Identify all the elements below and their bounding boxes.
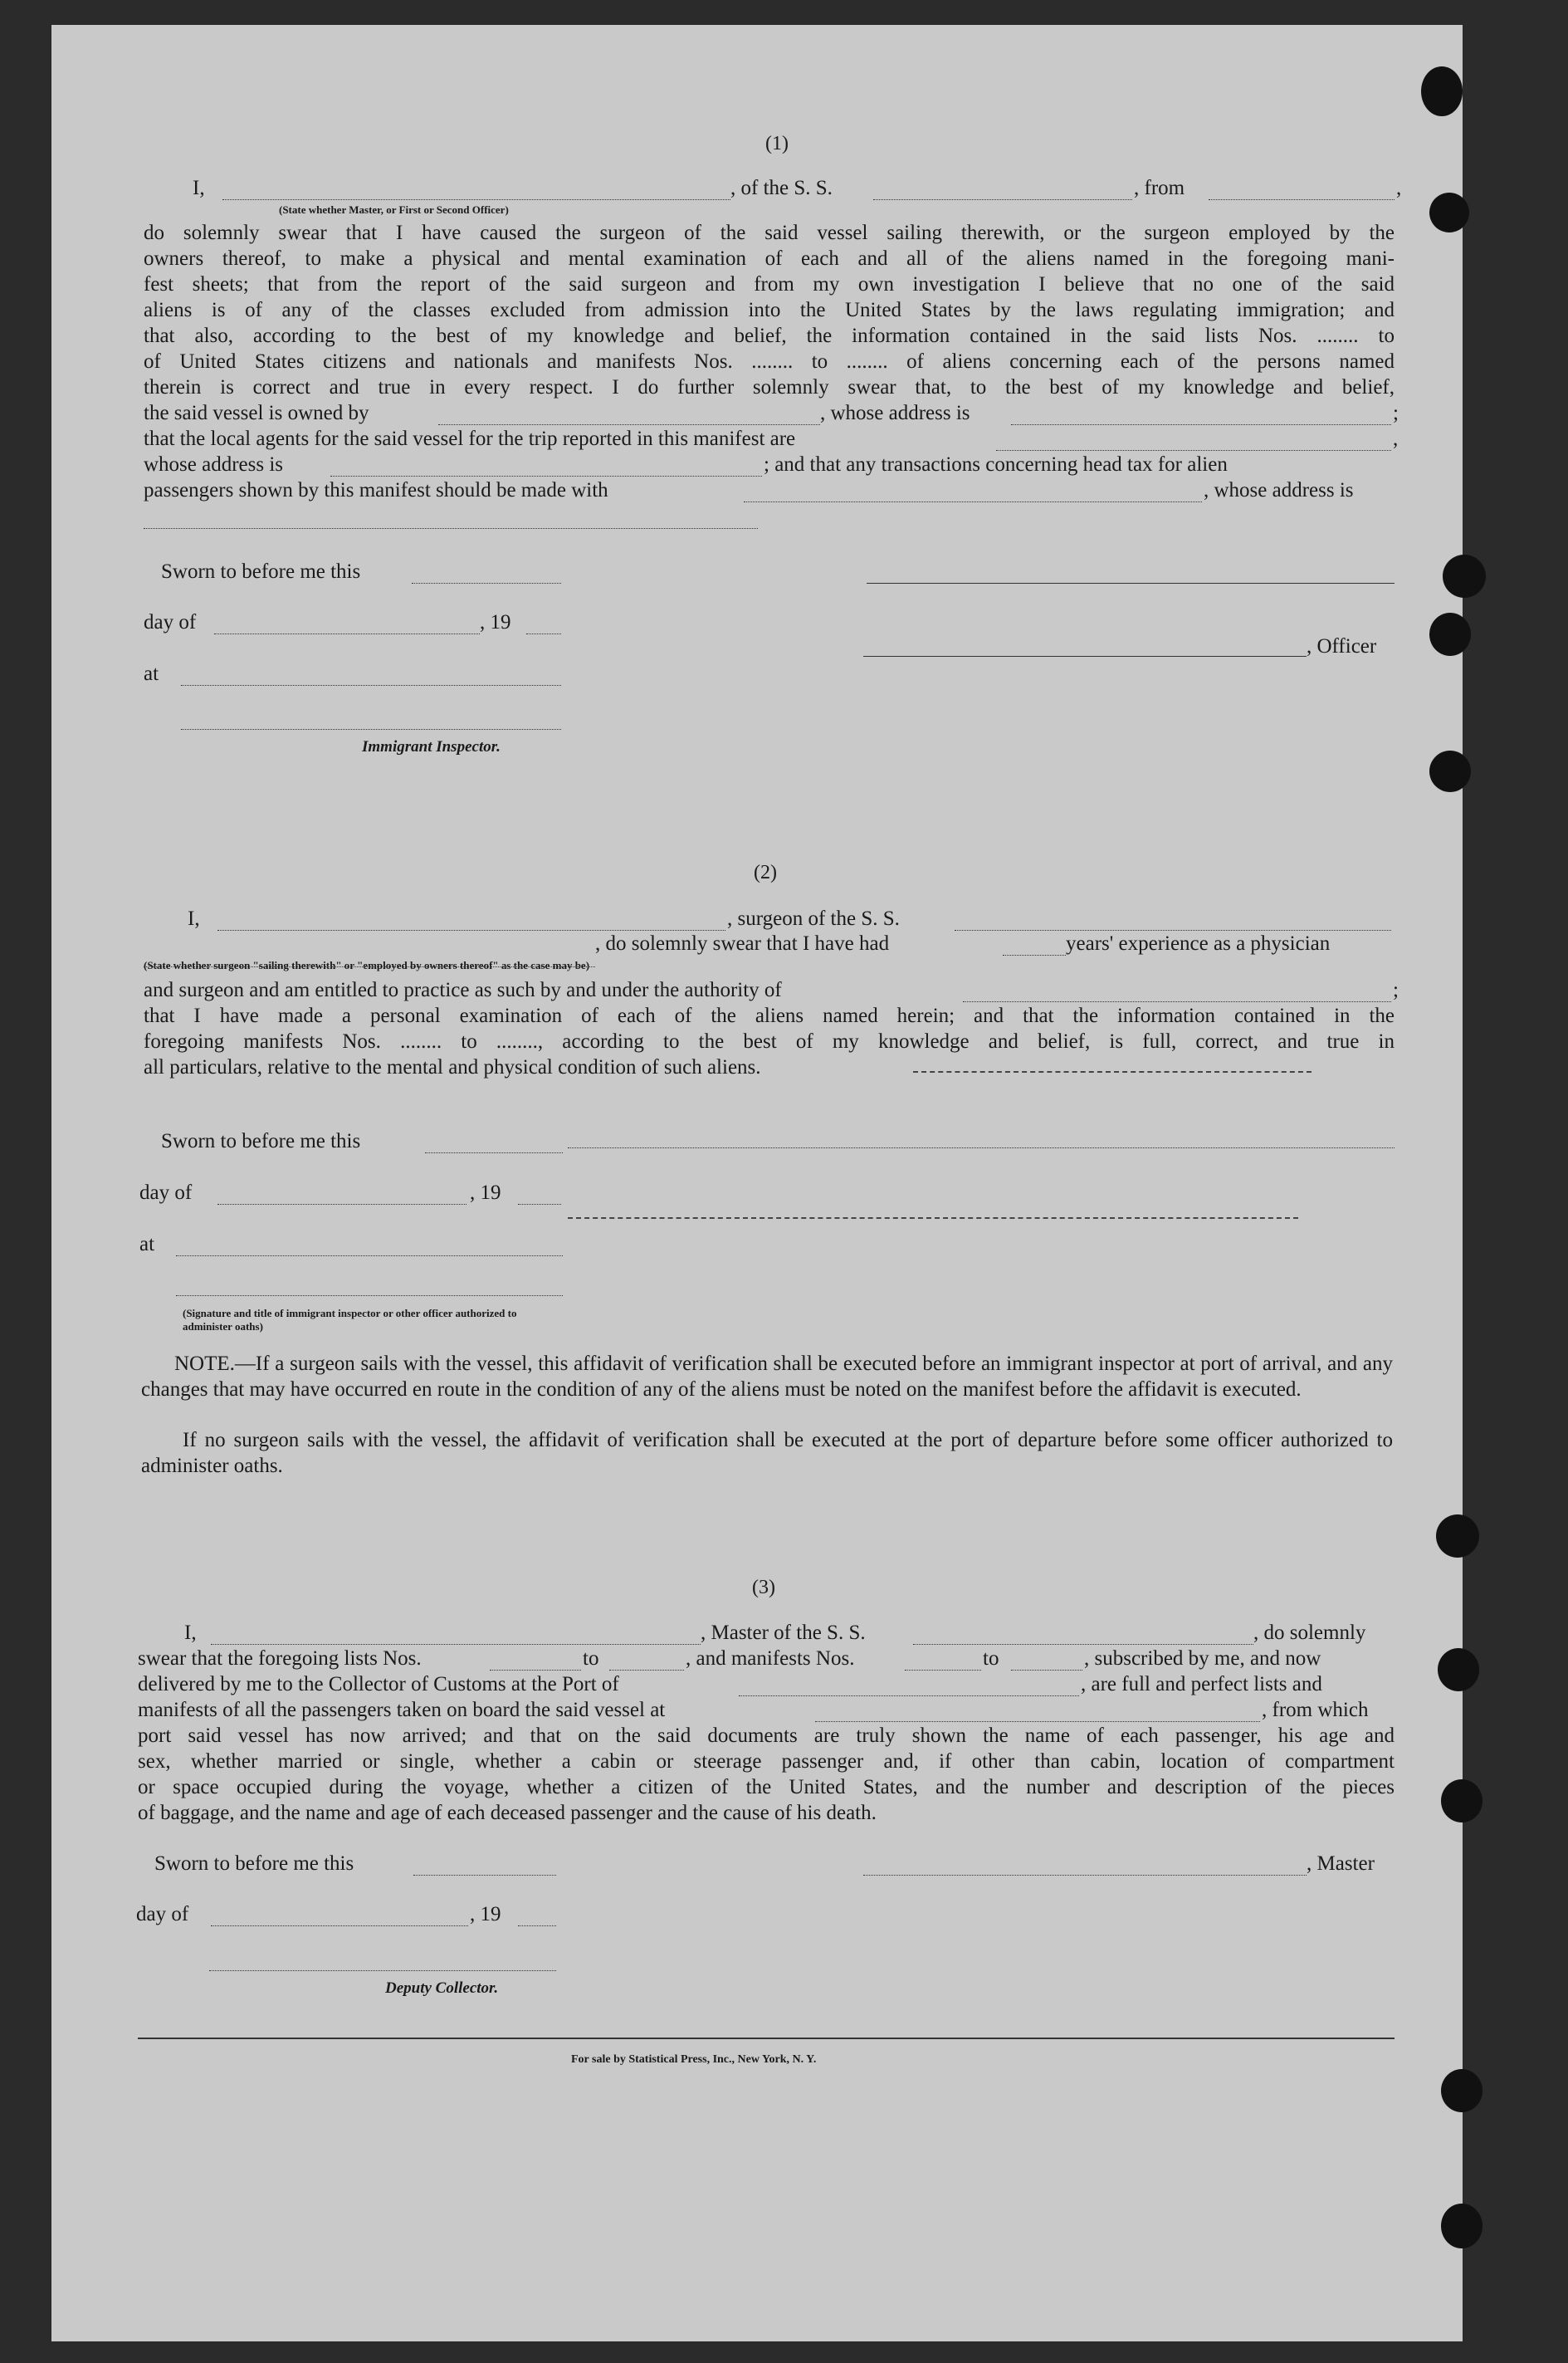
s2-at-label: at bbox=[139, 1233, 155, 1255]
s2-dashed-1 bbox=[568, 1217, 1298, 1219]
owner-address-field[interactable] bbox=[1011, 424, 1391, 425]
s1-inspector-label: Immigrant Inspector. bbox=[362, 738, 501, 756]
head-tax-field[interactable] bbox=[744, 501, 1202, 502]
s3-sworn-field[interactable] bbox=[413, 1875, 556, 1876]
punch-hole-10 bbox=[1441, 2204, 1483, 2248]
s2-vessel-field[interactable] bbox=[955, 930, 1391, 931]
s1-sworn-field[interactable] bbox=[412, 583, 561, 584]
s1-at-label: at bbox=[144, 663, 159, 685]
s1-year-label: , 19 bbox=[480, 611, 511, 634]
master-name-field[interactable] bbox=[211, 1644, 701, 1645]
s3-day-field[interactable] bbox=[211, 1925, 468, 1926]
s3-sworn-label: Sworn to before me this bbox=[154, 1852, 354, 1875]
s3-master-sig-label: , Master bbox=[1307, 1852, 1375, 1875]
s3-line-3: or space occupied during the voyage, whether a citizen of the United States, and the number and description of the pieces bbox=[138, 1776, 1395, 1798]
s2-year-label: , 19 bbox=[470, 1182, 501, 1204]
s1-line-1: do solemnly swear that I have caused the surgeon of the said vessel sailing therewith, or the surgeon employed by the bbox=[144, 222, 1395, 244]
s2-entitled-label: and surgeon and am entitled to practice as such by and under the authority of bbox=[144, 979, 782, 1001]
head-tax-address-field[interactable] bbox=[144, 528, 758, 529]
s2-swear-label: , do solemnly swear that I have had bbox=[595, 932, 890, 955]
s1-from-label: , from bbox=[1134, 177, 1185, 199]
s3-subscribed-label: , subscribed by me, and now bbox=[1084, 1647, 1321, 1670]
surgeon-name-field[interactable] bbox=[217, 930, 725, 931]
s2-semicolon: ; bbox=[1393, 979, 1399, 1001]
punch-hole-2 bbox=[1429, 193, 1469, 232]
s3-lists-from-field[interactable] bbox=[490, 1670, 581, 1671]
s3-to-label-1: to bbox=[583, 1647, 599, 1670]
s3-year-label: , 19 bbox=[470, 1903, 501, 1925]
s2-line-3-dash bbox=[913, 1071, 1312, 1073]
from-port-field[interactable] bbox=[1209, 199, 1395, 200]
s3-port-field[interactable] bbox=[739, 1695, 1079, 1696]
s3-delivered-label: delivered by me to the Collector of Customs at the Port of bbox=[138, 1673, 619, 1695]
footer-rule bbox=[138, 2038, 1395, 2039]
s2-year-field[interactable] bbox=[518, 1204, 561, 1205]
s2-capacity-field[interactable] bbox=[144, 966, 595, 967]
s2-note-2: If no surgeon sails with the vessel, the affidavit of verification shall be executed at the port of departure before some officer authorized to administer oaths. bbox=[141, 1429, 1393, 1477]
s2-years-field[interactable] bbox=[1003, 955, 1066, 956]
section-1-number: (1) bbox=[765, 133, 789, 154]
s2-years-label: years' experience as a physician bbox=[1066, 932, 1331, 955]
agents-field[interactable] bbox=[996, 450, 1391, 451]
s1-owned-label: the said vessel is owned by bbox=[144, 402, 369, 424]
s3-line-4: of baggage, and the name and age of each deceased passenger and the cause of his death. bbox=[138, 1802, 877, 1824]
s1-whose3-label: , whose address is bbox=[1204, 479, 1354, 501]
s1-comma-2: , bbox=[1393, 428, 1399, 450]
s3-i-label: I, bbox=[184, 1622, 197, 1644]
s2-at-field[interactable] bbox=[176, 1255, 563, 1256]
s2-surgeon-label: , surgeon of the S. S. bbox=[727, 908, 900, 930]
s1-officer-line[interactable] bbox=[863, 656, 1307, 657]
s1-dayof-label: day of bbox=[144, 611, 197, 634]
s1-i-label: I, bbox=[193, 177, 205, 199]
s3-perfect-label: , are full and perfect lists and bbox=[1081, 1673, 1322, 1695]
s1-officer-signature-line[interactable] bbox=[867, 583, 1395, 584]
s2-signature-hint: (Signature and title of immigrant inspector or other officer authorized to administer oaths) bbox=[183, 1307, 517, 1333]
s1-comma: , bbox=[1396, 177, 1402, 199]
s3-lists-to-field[interactable] bbox=[609, 1670, 684, 1671]
owner-field[interactable] bbox=[438, 424, 820, 425]
s2-signature-line[interactable] bbox=[176, 1295, 563, 1296]
s1-semicolon: ; bbox=[1393, 402, 1399, 424]
s2-line-1: that I have made a personal examination of each of the aliens named herein; and that the information contained in the bbox=[144, 1005, 1395, 1027]
s1-line-4: aliens is of any of the classes excluded from admission into the United States by the laws regulating immigration; and bbox=[144, 299, 1395, 321]
s3-deputy-label: Deputy Collector. bbox=[385, 1979, 499, 1997]
vessel-name-field[interactable] bbox=[873, 199, 1132, 200]
s2-i-label: I, bbox=[188, 908, 200, 930]
s1-whose-label: , whose address is bbox=[820, 402, 970, 424]
s1-line-3: fest sheets; that from the report of the said surgeon and from my own investigation I believe that no one of the said bbox=[144, 273, 1395, 296]
punch-hole-3 bbox=[1443, 555, 1486, 598]
s3-master-label: , Master of the S. S. bbox=[701, 1622, 866, 1644]
s3-manifests-from-field[interactable] bbox=[905, 1670, 981, 1671]
s1-line-6: of United States citizens and nationals and manifests Nos. ........ to ........ of aliens concerning each of the persons named bbox=[144, 350, 1395, 373]
s3-manifests-label: , and manifests Nos. bbox=[686, 1647, 855, 1670]
punch-hole-6 bbox=[1436, 1514, 1479, 1558]
s2-sworn-label: Sworn to before me this bbox=[161, 1130, 361, 1152]
s3-solemnly-label: , do solemnly bbox=[1253, 1622, 1366, 1644]
s3-line-1: port said vessel has now arrived; and that on the said documents are truly shown the name of each passenger, his age and bbox=[138, 1725, 1395, 1747]
s3-master-signature-line[interactable] bbox=[863, 1875, 1307, 1876]
s1-line-7: therein is correct and true in every respect. I do further solemnly swear that, to the best of my knowledge and belief, bbox=[144, 376, 1395, 399]
s1-transactions-text: ; and that any transactions concerning head tax for alien bbox=[764, 453, 1228, 476]
s1-of-ss-label: , of the S. S. bbox=[730, 177, 833, 199]
s3-deputy-line[interactable] bbox=[209, 1970, 556, 1971]
s2-line-2: foregoing manifests Nos. ........ to ........, according to the best of my knowledge and belief, is full, correct, and true in bbox=[144, 1030, 1395, 1053]
section-3-number: (3) bbox=[752, 1577, 775, 1598]
s3-from-which-label: , from which bbox=[1262, 1699, 1369, 1721]
s1-agents-label: that the local agents for the said vessel for the trip reported in this manifest are bbox=[144, 428, 796, 450]
s1-at-field[interactable] bbox=[181, 685, 561, 686]
s2-authority-field[interactable] bbox=[963, 1001, 1391, 1002]
s3-vessel-field[interactable] bbox=[913, 1644, 1253, 1645]
footer-printer: For sale by Statistical Press, Inc., New York, N. Y. bbox=[571, 2053, 817, 2066]
s1-inspector-line[interactable] bbox=[181, 729, 561, 730]
s3-year-field[interactable] bbox=[518, 1925, 556, 1926]
punch-hole-8 bbox=[1441, 1779, 1483, 1822]
s2-dayof-label: day of bbox=[139, 1182, 193, 1204]
s1-line-5: that also, according to the best of my knowledge and belief, the information contained in the said lists Nos. ........ to bbox=[144, 325, 1395, 347]
punch-hole-1 bbox=[1421, 66, 1463, 116]
agents-address-field[interactable] bbox=[330, 476, 762, 477]
s2-day-field[interactable] bbox=[217, 1204, 466, 1205]
punch-hole-7 bbox=[1438, 1648, 1479, 1691]
s1-officer-hint: (State whether Master, or First or Second Officer) bbox=[279, 203, 509, 216]
s3-boarded-at-field[interactable] bbox=[815, 1721, 1260, 1722]
s2-hint: (State whether surgeon "sailing therewith" or "employed by owners thereof" as the case may be) bbox=[144, 959, 590, 971]
s3-manifests-to-field[interactable] bbox=[1011, 1670, 1082, 1671]
s1-passengers-label: passengers shown by this manifest should be made with bbox=[144, 479, 608, 501]
s2-sworn-field[interactable] bbox=[425, 1152, 563, 1153]
s2-note: NOTE.—If a surgeon sails with the vessel, this affidavit of verification shall be executed before an immigrant inspector at port of arrival, and any changes that may have occurred en route in the condition of any of the aliens must be noted on the manifest before the affidavit is executed. bbox=[141, 1353, 1393, 1401]
s3-line-2: sex, whether married or single, whether a cabin or steerage passenger and, if other than cabin, location of compartment bbox=[138, 1750, 1395, 1773]
s3-lists-label: swear that the foregoing lists Nos. bbox=[138, 1647, 422, 1670]
s3-dayof-label: day of bbox=[136, 1903, 189, 1925]
punch-hole-5 bbox=[1429, 751, 1471, 792]
section-2-number: (2) bbox=[754, 862, 777, 883]
punch-hole-4 bbox=[1429, 613, 1471, 656]
s1-sworn-label: Sworn to before me this bbox=[161, 560, 361, 583]
s1-whose2-label: whose address is bbox=[144, 453, 284, 476]
s1-line-2: owners thereof, to make a physical and mental examination of each and all of the aliens named in the foregoing mani- bbox=[144, 247, 1395, 270]
s1-officer-label: , Officer bbox=[1307, 635, 1377, 658]
s2-line-3: all particulars, relative to the mental and physical condition of such aliens. bbox=[144, 1056, 761, 1079]
s3-to-label-2: to bbox=[983, 1647, 999, 1670]
punch-hole-9 bbox=[1441, 2069, 1483, 2112]
s3-manifests-all-label: manifests of all the passengers taken on board the said vessel at bbox=[138, 1699, 666, 1721]
s2-surgeon-signature-line[interactable] bbox=[568, 1147, 1395, 1148]
